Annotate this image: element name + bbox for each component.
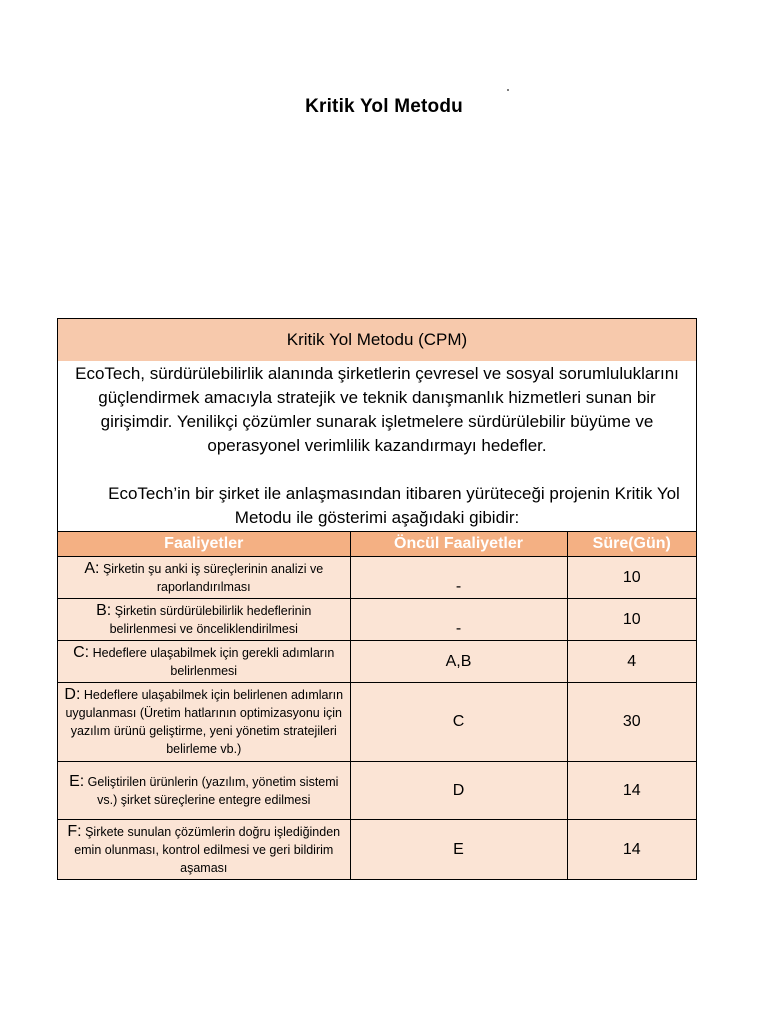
activity-code: C: bbox=[73, 643, 90, 661]
activity-cell bbox=[58, 683, 350, 762]
predecessor-value: E bbox=[453, 840, 464, 858]
activity-code: E: bbox=[69, 772, 85, 790]
header-duration: Süre(Gün) bbox=[567, 532, 696, 557]
duration-cell: 10 bbox=[567, 599, 696, 641]
activity-code: F: bbox=[67, 822, 82, 840]
predecessor-cell bbox=[350, 762, 567, 820]
table-row bbox=[58, 762, 696, 820]
header-activities: Faaliyetler bbox=[58, 532, 350, 557]
duration-cell: 30 bbox=[567, 683, 696, 762]
table-row bbox=[58, 557, 696, 599]
activity-code: D: bbox=[64, 686, 81, 703]
intro-paragraph-2: EcoTech’in bir şirket ile anlaşmasından itibaren yürüteceği projenin Kritik Yol Metodu ile gösterimi aşağıdaki gibidir: bbox=[108, 484, 680, 527]
intro-text bbox=[58, 361, 696, 530]
activity-text: Hedeflere ulaşabilmek için belirlenen adımların uygulanması (Üretim hatlarının optimizasyonu için yazılım ürünü geliştirme, yeni yönetim stratejileri belirleme vb.) bbox=[65, 688, 344, 756]
table-row bbox=[58, 599, 696, 641]
activity-cell bbox=[58, 641, 350, 683]
activity-code: A: bbox=[84, 559, 100, 577]
stray-dot bbox=[507, 89, 509, 91]
cpm-table bbox=[58, 531, 696, 879]
intro-paragraph-1: EcoTech, sürdürülebilirlik alanında şirketlerin çevresel ve sosyal sorumluluklarını güçlendirmek amacıyla stratejik ve teknik danışmanlık hizmetleri sunan bir girişimdir. Yenilikçi çözümler sunarak işletmelere sürdürülebilir büyüme ve operasyonel verimlilik kazandırmayı hedefler. bbox=[75, 364, 679, 455]
predecessor-cell bbox=[350, 641, 567, 683]
predecessor-cell bbox=[350, 599, 567, 641]
page-title: Kritik Yol Metodu bbox=[305, 96, 463, 117]
table-row bbox=[58, 820, 696, 880]
predecessor-cell bbox=[350, 820, 567, 880]
predecessor-cell bbox=[350, 683, 567, 762]
predecessor-value: - bbox=[455, 619, 462, 637]
activity-cell bbox=[58, 557, 350, 599]
predecessor-cell bbox=[350, 557, 567, 599]
activity-text: Hedeflere ulaşabilmek için gerekli adımların belirlenmesi bbox=[92, 645, 335, 678]
duration-cell: 4 bbox=[567, 641, 696, 683]
table-header-row bbox=[58, 532, 696, 557]
duration-cell: 14 bbox=[567, 762, 696, 820]
activity-cell bbox=[58, 599, 350, 641]
activity-text: Şirketin sürdürülebilirlik hedeflerinin belirlenmesi ve önceliklendirilmesi bbox=[109, 603, 312, 636]
table-row bbox=[58, 641, 696, 683]
predecessor-value: D bbox=[452, 781, 465, 799]
table-row bbox=[58, 683, 696, 762]
duration-cell: 10 bbox=[567, 557, 696, 599]
activity-code: B: bbox=[96, 601, 112, 619]
activity-cell bbox=[58, 762, 350, 820]
predecessor-value: A,B bbox=[445, 652, 472, 670]
predecessor-value: C bbox=[452, 713, 465, 730]
activity-text: Şirketin şu anki iş süreçlerinin analizi ve raporlandırılması bbox=[102, 561, 324, 594]
predecessor-value: - bbox=[455, 577, 462, 595]
cpm-box bbox=[57, 318, 697, 880]
activity-cell bbox=[58, 820, 350, 880]
activity-text: Geliştirilen ürünlerin (yazılım, yönetim sistemi vs.) şirket süreçlerine entegre edilmesi bbox=[87, 774, 339, 807]
box-header: Kritik Yol Metodu (CPM) bbox=[58, 319, 696, 361]
duration-cell: 14 bbox=[567, 820, 696, 880]
activity-text: Şirkete sunulan çözümlerin doğru işlediğinden emin olunması, kontrol edilmesi ve geri bildirim aşaması bbox=[74, 824, 341, 875]
header-predecessors: Öncül Faaliyetler bbox=[350, 532, 567, 557]
